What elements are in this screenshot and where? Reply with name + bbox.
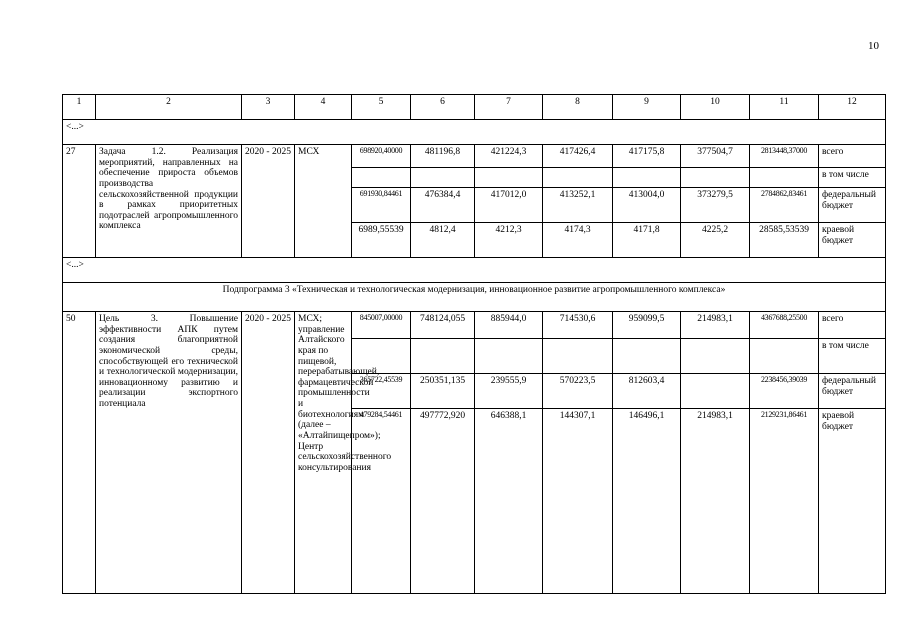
row-description: Задача 1.2. Реализация мероприятий, направленных на обеспечение прироста объемов производства сельскохозяйственной продукции в рамках приоритетных подотраслей агропромышленного комплекса [96,145,242,258]
value-cell: 959099,5 [613,312,681,339]
value-cell [475,168,543,188]
row-years: 2020 - 2025 [242,312,295,594]
value-cell: 748124,055 [411,312,475,339]
value-cell [543,168,613,188]
row-executor: МСХ [295,145,352,258]
value-cell: 570223,5 [543,374,613,409]
value-cell [613,339,681,374]
budget-table [62,94,886,594]
value-cell: 845007,00000 [352,312,411,339]
row-executor: МСХ; управление Алтайского края по пищевой, перерабатывающей, фармацевтической промышленности и биотехнологиям (далее – «Алтайпищепром»); Центр сельскохозяйственного консультирования [295,312,352,594]
value-cell: 885944,0 [475,312,543,339]
value-cell: 4171,8 [613,223,681,258]
value-cell: 479284,54461 [352,409,411,594]
source-label: краевой бюджет [819,409,886,594]
page-number: 10 [868,40,879,52]
row-description: Цель 3. Повышение эффективности АПК путем создания благоприятной экономической среды, способствующей его технической и технологической модернизации, инновационному развитию и реализации экспортного потенциала [96,312,242,594]
header-cell: 3 [242,95,295,120]
value-cell: 6989,55539 [352,223,411,258]
ellipsis-row [63,258,886,283]
value-cell: 413004,0 [613,188,681,223]
source-label: федеральный бюджет [819,188,886,223]
value-cell [750,339,819,374]
value-cell: 4174,3 [543,223,613,258]
value-cell [543,339,613,374]
header-cell: 11 [750,95,819,120]
source-label: в том числе [819,168,886,188]
value-cell: 146496,1 [613,409,681,594]
value-cell [681,374,750,409]
value-cell [475,339,543,374]
value-cell [750,168,819,188]
value-cell: 4225,2 [681,223,750,258]
source-label: всего [819,145,886,168]
table-row [63,312,886,339]
value-cell: 28585,53539 [750,223,819,258]
value-cell: 413252,1 [543,188,613,223]
header-cell: 7 [475,95,543,120]
header-cell: 9 [613,95,681,120]
header-cell: 8 [543,95,613,120]
value-cell [613,168,681,188]
value-cell: 4812,4 [411,223,475,258]
header-cell: 5 [352,95,411,120]
table-row [63,145,886,168]
value-cell: 476384,4 [411,188,475,223]
ellipsis-row [63,120,886,145]
value-cell: 239555,9 [475,374,543,409]
value-cell: 2238456,39039 [750,374,819,409]
ellipsis-text: <...> [63,120,886,145]
value-cell: 417012,0 [475,188,543,223]
value-cell [681,339,750,374]
header-cell: 4 [295,95,352,120]
value-cell: 250351,135 [411,374,475,409]
header-cell: 2 [96,95,242,120]
value-cell: 417426,4 [543,145,613,168]
value-cell: 497772,920 [411,409,475,594]
value-cell: 646388,1 [475,409,543,594]
value-cell: 365722,45539 [352,374,411,409]
value-cell [411,339,475,374]
value-cell: 417175,8 [613,145,681,168]
subprogram-title: Подпрограмма 3 «Техническая и технологическая модернизация, инновационное развитие агропромышленного комплекса» [63,283,886,312]
value-cell: 2813448,37000 [750,145,819,168]
row-years: 2020 - 2025 [242,145,295,258]
ellipsis-text: <...> [63,258,886,283]
value-cell: 144307,1 [543,409,613,594]
source-label: всего [819,312,886,339]
header-cell: 10 [681,95,750,120]
value-cell: 377504,7 [681,145,750,168]
source-label: в том числе [819,339,886,374]
source-label: краевой бюджет [819,223,886,258]
header-row [63,95,886,120]
value-cell: 812603,4 [613,374,681,409]
value-cell [681,168,750,188]
value-cell: 714530,6 [543,312,613,339]
value-cell: 2129231,86461 [750,409,819,594]
row-number: 27 [63,145,96,258]
value-cell: 214983,1 [681,312,750,339]
value-cell: 698920,40000 [352,145,411,168]
value-cell [352,168,411,188]
value-cell: 373279,5 [681,188,750,223]
value-cell: 421224,3 [475,145,543,168]
header-cell: 12 [819,95,886,120]
value-cell [411,168,475,188]
value-cell: 214983,1 [681,409,750,594]
value-cell: 4212,3 [475,223,543,258]
value-cell: 481196,8 [411,145,475,168]
value-cell: 691930,84461 [352,188,411,223]
header-cell: 6 [411,95,475,120]
subprogram-row [63,283,886,312]
header-cell: 1 [63,95,96,120]
value-cell: 4367688,25500 [750,312,819,339]
value-cell: 2784862,83461 [750,188,819,223]
source-label: федеральный бюджет [819,374,886,409]
row-number: 50 [63,312,96,594]
